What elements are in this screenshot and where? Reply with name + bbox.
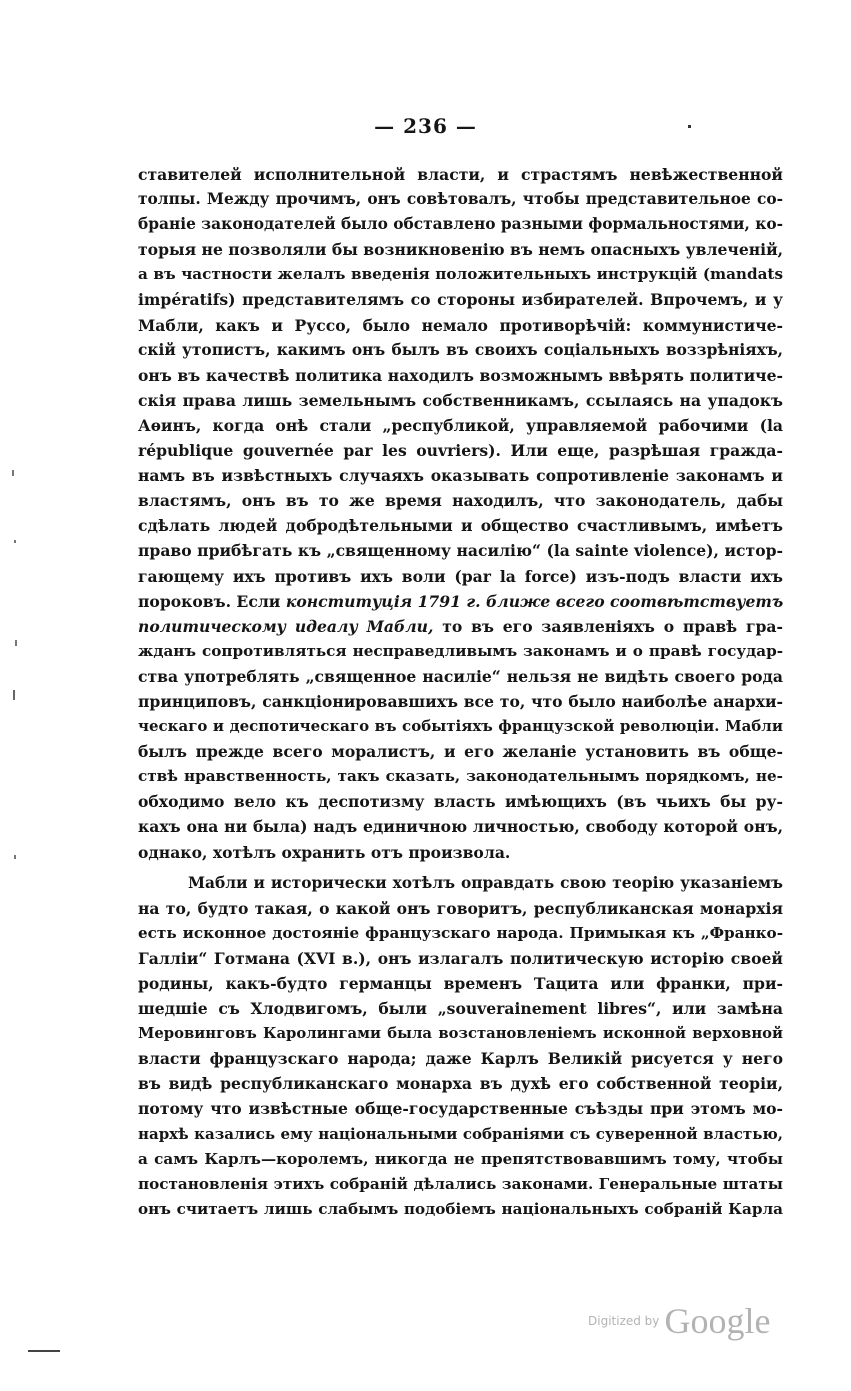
text-line: былъ прежде всего моралистъ, и его желаніе установить въ обще- [138, 742, 783, 762]
google-logo: Google [664, 1301, 771, 1341]
text-line: обходимо вело къ деспотизму власть имѣющихъ (въ чьихъ бы ру- [138, 792, 783, 812]
text-line: есть исконное достояніе французскаго народа. Примыкая къ „Франко- [138, 923, 783, 942]
text-line: толпы. Между прочимъ, онъ совѣтовалъ, чтобы представительное со- [138, 190, 783, 209]
text-line: онъ въ качествѣ политика находилъ возможнымъ ввѣрять политиче- [138, 365, 783, 385]
scan-speck [12, 470, 14, 476]
text-line: ства употреблять „священное насиліе“ нельзя не видѣть своего рода [138, 666, 783, 686]
text-line: шедшіе съ Хлодвигомъ, были „souverainement libres“, или замѣна [138, 999, 783, 1019]
text-line: Аѳинъ, когда онѣ стали „республикой, управляемой рабочими (la [138, 415, 783, 435]
text-line: ставителей исполнительной власти, и страстямъ невѣжественной [138, 165, 783, 184]
scan-speck [28, 1350, 60, 1352]
scan-speck [15, 640, 17, 646]
text-line: въ видѣ республиканскаго монарха въ духѣ его собственной теоріи, [138, 1074, 783, 1094]
text-line: принциповъ, санкціонировавшихъ все то, что было наиболѣе анархи- [138, 691, 783, 711]
paragraph-2 [138, 871, 783, 1222]
text-line: сдѣлать людей добродѣтельными и общество счастливымъ, имѣетъ [138, 516, 783, 536]
text-line: постановленія этихъ собраній дѣлались законами. Генеральные штаты [138, 1174, 783, 1193]
text-line: жданъ сопротивляться несправедливымъ законамъ и о правѣ государ- [138, 641, 783, 660]
text-line: Мабли и исторически хотѣлъ оправдать свою теорію указаніемъ [188, 873, 783, 892]
italic-phrase: политическому идеалу Мабли, [138, 616, 434, 636]
scan-speck [688, 125, 691, 128]
text-line: скій утопистъ, какимъ онъ былъ въ своихъ соціальныхъ воззрѣніяхъ, [138, 340, 783, 359]
text-line: Мабли, какъ и Руссо, было немало противорѣчій: коммунистиче- [138, 315, 783, 335]
text-line: право прибѣгать къ „священному насилію“ (la sainte violence), истор- [138, 541, 783, 561]
text-line: impératifs) представителямъ со стороны избирателей. Впрочемъ, и у [138, 290, 783, 310]
text-line: на то, будто такая, о какой онъ говоритъ, республиканская монархія [138, 898, 783, 918]
text-line: браніе законодателей было обставлено разными формальностями, ко- [138, 215, 783, 234]
digitized-by-google-watermark [588, 1300, 770, 1342]
line-rest: то въ его заявленіяхъ о правѣ гра- [433, 616, 783, 636]
italic-phrase: конституція 1791 г. ближе всего соотвѣтствуетъ [285, 591, 783, 611]
text-line: а въ частности желалъ введенія положительныхъ инструкцій (mandats [138, 265, 783, 284]
text-line: намъ въ извѣстныхъ случаяхъ оказывать сопротивленіе законамъ и [138, 466, 783, 486]
text-line: Галліи“ Готмана (XVI в.), онъ излагалъ политическую исторію своей [138, 948, 783, 968]
text-line: кахъ она ни была) надъ единичною личностью, свободу которой онъ, [138, 817, 783, 837]
watermark-prefix: Digitized by [588, 1314, 660, 1328]
text-line: ческаго и деспотическаго въ событіяхъ французской революціи. Мабли [138, 717, 783, 736]
text-line: власти французскаго народа; даже Карлъ Великій рисуется у него [138, 1049, 783, 1069]
text-line: république gouvernée par les ouvriers). Или еще, разрѣшая гражда- [138, 441, 783, 461]
text-line: онъ считаетъ лишь слабымъ подобіемъ національныхъ собраній Карла [138, 1199, 783, 1218]
body-text [138, 162, 783, 1222]
text-line: а самъ Карлъ—королемъ, никогда не препятствовавшимъ тому, чтобы [138, 1149, 783, 1168]
text-line: скія права лишь земельнымъ собственникамъ, ссылаясь на упадокъ [138, 390, 783, 410]
text-line: властямъ, онъ въ то же время находилъ, что законодатель, дабы [138, 491, 783, 511]
scan-speck [13, 690, 15, 700]
text-line-with-italic [138, 589, 783, 614]
text-line: нархѣ казались ему національными собраніями съ суверенной властью, [138, 1124, 783, 1143]
text-line: потому что извѣстные обще-государственные съѣзды при этомъ мо- [138, 1099, 783, 1119]
paragraph-1 [138, 162, 783, 865]
scan-speck [14, 855, 16, 859]
text-line: Меровинговъ Каролингами была возстановленіемъ исконной верховной [138, 1025, 783, 1043]
text-line: ствѣ нравственность, такъ сказать, законодательнымъ порядкомъ, не- [138, 767, 783, 786]
text-line-with-italic [138, 614, 783, 639]
page-number: — 236 — [374, 114, 477, 138]
scan-speck [14, 540, 16, 543]
text-line: однако, хотѣлъ охранить отъ произвола. [138, 842, 511, 862]
text-line: гающему ихъ противъ ихъ воли (par la force) изъ-подъ власти ихъ [138, 566, 783, 586]
line-start: пороковъ. Если [138, 591, 286, 611]
text-line: торыя не позволяли бы возникновенію въ немъ опасныхъ увлеченій, [138, 240, 783, 260]
text-line: родины, какъ-будто германцы временъ Тацита или франки, при- [138, 974, 783, 993]
